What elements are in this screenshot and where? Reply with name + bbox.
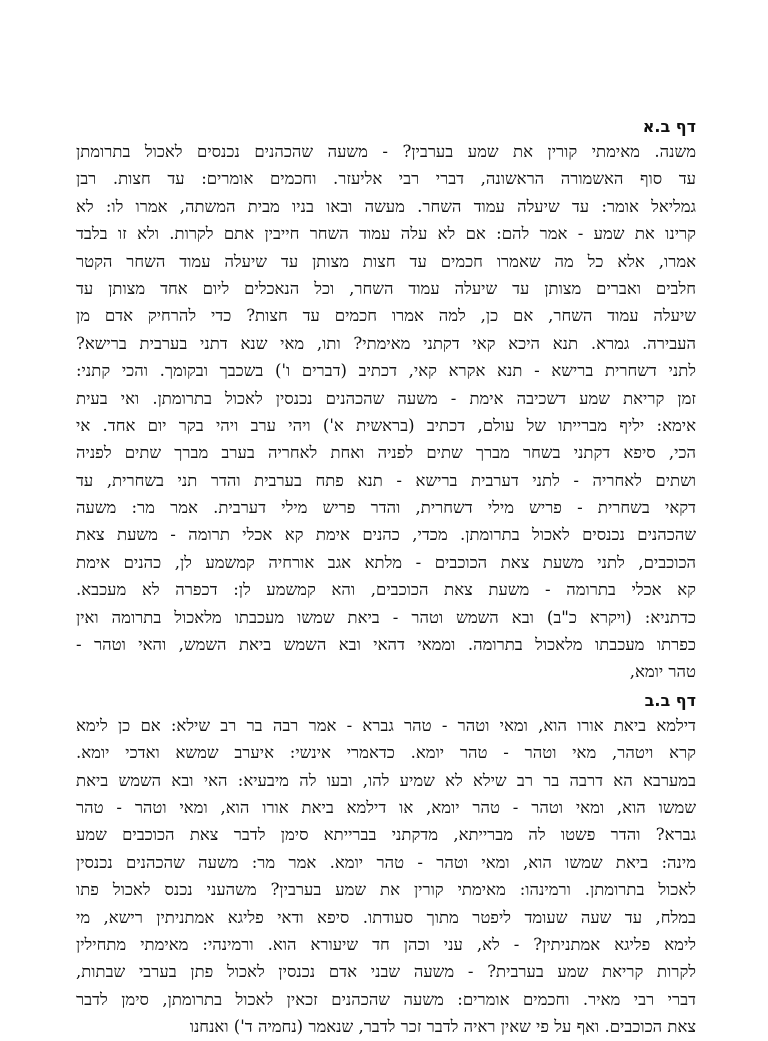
text-line: אימא: יליף מברייתו של עולם, דכתיב (בראשית א') ויהי ערב ויהי בקר יום אחד. אי — [76, 415, 696, 435]
text-line: מינה: ביאת שמשו הוא, ומאי וטהר - טהר יומא. אמר מר: משעה שהכהנים נכנסין — [76, 852, 696, 872]
text-line: צאת הכוכבים. ואף על פי שאין ראיה לדבר זכר לדבר, שנאמר (נחמיה ד') ואנחנו — [189, 1017, 696, 1037]
text-line: שמשו הוא, ומאי וטהר - טהר יומא, או דילמא ביאת אורו הוא, ומאי וטהר - טהר — [76, 797, 696, 817]
text-line: קרינו את שמע - אמר להם: אם לא עלה עמוד השחר חייבין אתם לקרות. ולא זו בלבד — [76, 224, 696, 244]
section-heading: דף ב.א — [642, 117, 696, 136]
text-line: הכי, סיפא דקתני בשחר מברך שתים לפניה ואחת לאחריה בערב מברך שתים לפניה — [76, 443, 696, 463]
text-line: דילמא ביאת אורו הוא, ומאי וטהר - טהר גברא - אמר רבה בר רב שילא: אם כן לימא — [76, 715, 696, 735]
text-line: דברי רבי מאיר. וחכמים אומרים: משעה שהכהנים זכאין לאכול בתרומתן, סימן לדבר — [76, 989, 696, 1009]
daf-2b-section — [76, 690, 696, 1041]
text-line: שהכהנים נכנסים לאכול בתרומתן. מכדי, כהנים אימת קא אכלי תרומה - משעת צאת — [76, 525, 696, 545]
text-line: כדתניא: (ויקרא כ"ב) ובא השמש וטהר - ביאת שמשו מעכבתו מלאכול בתרומה ואין — [76, 607, 696, 627]
daf-2a-section — [76, 116, 696, 686]
text-line: דקאי בשחרית - פריש מילי דשחרית, והדר פריש מילי דערבית. אמר מר: משעה — [76, 498, 696, 518]
text-line: הכוכבים, לתני משעת צאת הכוכבים - מלתא אגב אורחיה קמשמע לן, כהנים אימת — [76, 552, 696, 572]
text-line: עד סוף האשמורה הראשונה, דברי רבי אליעזר. וחכמים אומרים: עד חצות. רבן — [76, 169, 696, 189]
section-heading: דף ב.ב — [644, 690, 696, 710]
text-line: שיעלה עמוד השחר, אם כן, למה אמרו חכמים עד חצות? כדי להרחיק אדם מן — [76, 306, 696, 326]
text-line: חלבים ואברים מצותן עד שיעלה עמוד השחר, וכל הנאכלים ליום אחד מצותן עד — [76, 278, 696, 298]
text-line: זמן קריאת שמע דשכיבה אימת - משעה שהכהנים נכנסין לאכול בתרומתן. ואי בעית — [76, 388, 696, 408]
text-line: לתני דשחרית ברישא - תנא אקרא קאי, דכתיב (דברים ו') בשכבך ובקומך. והכי קתני: — [76, 361, 696, 381]
section-text — [76, 138, 696, 686]
text-line: ושתים לאחריה - לתני דערבית ברישא - תנא פתח בערבית והדר תני בשחרית, עד — [76, 470, 696, 490]
text-line: לאכול בתרומתן. ורמינהו: מאימתי קורין את שמע בערבין? משהעני נכנס לאכול פתו — [76, 880, 696, 900]
text-line: טהר יומא, — [629, 662, 696, 682]
text-line: גברא? והדר פשטו לה מברייתא, מדקתני בברייתא סימן לדבר צאת הכוכבים שמע — [76, 825, 696, 845]
text-line: גמליאל אומר: עד שיעלה עמוד השחר. מעשה ובאו בניו מבית המשתה, אמרו לו: לא — [76, 196, 696, 216]
text-line: אמרו, אלא כל מה שאמרו חכמים עד חצות מצותן עד שיעלה עמוד השחר הקטר — [76, 251, 696, 271]
section-text — [76, 712, 696, 1041]
text-line: במלח, עד שעה שעומד ליפטר מתוך סעודתו. סיפא ודאי פליגא אמתניתין רישא, מי — [76, 907, 696, 927]
text-line: לימא פליגא אמתניתין? - לא, עני וכהן חד שיעורא הוא. ורמינהי: מאימתי מתחילין — [76, 934, 696, 954]
text-line: במערבא הא דרבה בר רב שילא לא שמיע להו, ובעו לה מיבעיא: האי ובא השמש ביאת — [76, 770, 696, 790]
text-line: העבירה. גמרא. תנא היכא קאי דקתני מאימתי? ותו, מאי שנא דתני בערבית ברישא? — [76, 333, 696, 353]
text-line: לקרות קריאת שמע בערבית? - משעה שבני אדם נכנסין לאכול פתן בערבי שבתות, — [76, 962, 696, 982]
text-line: משנה. מאימתי קורין את שמע בערבין? - משעה שהכהנים נכנסים לאכול בתרומתן — [76, 142, 696, 161]
text-line: קא אכלי בתרומה - משעת צאת הכוכבים, והא קמשמע לן: דכפרה לא מעכבא. — [76, 580, 696, 600]
text-line: כפרתו מעכבתו מלאכול בתרומה. וממאי דהאי ובא השמש ביאת השמש, והאי וטהר - — [76, 635, 696, 655]
text-line: קרא ויטהר, מאי וטהר - טהר יומא. כדאמרי אינשי: איערב שמשא ואדכי יומא. — [76, 743, 696, 763]
